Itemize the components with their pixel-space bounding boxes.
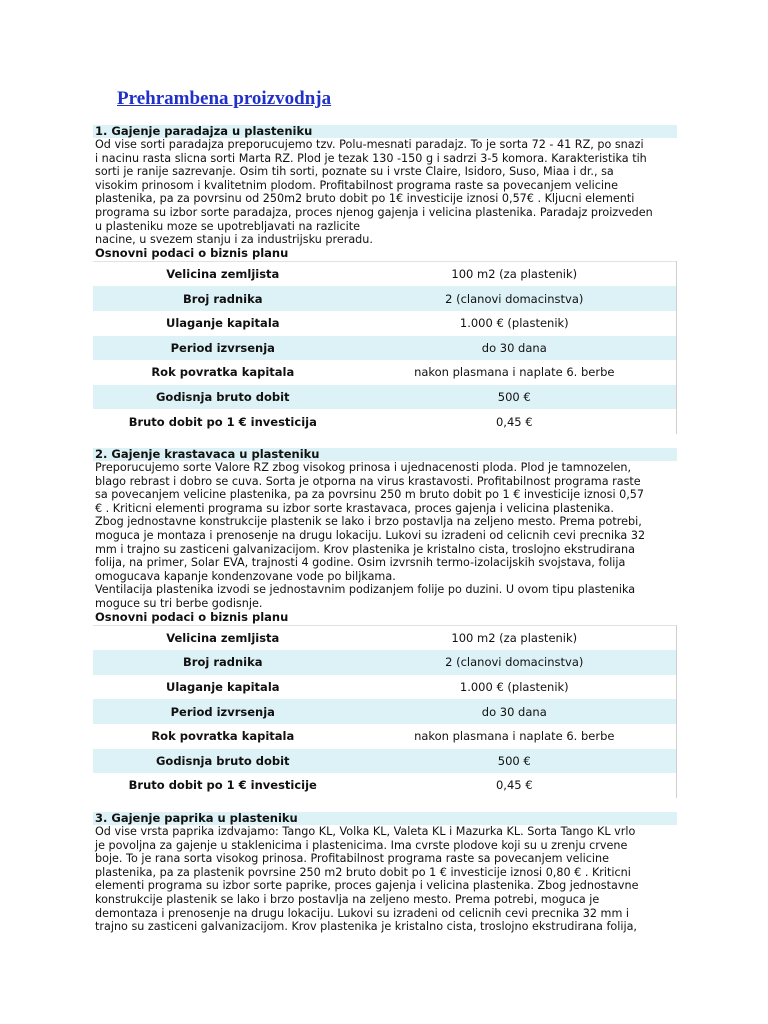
table-row <box>93 261 677 286</box>
plan-label: Velicina zemljista <box>166 267 280 282</box>
body-line: € . Kriticni elementi programa su izbor sorte krastavaca, proces gajenja i velicina plastenika. <box>95 501 614 515</box>
plan-label: Velicina zemljista <box>166 630 280 645</box>
plan-heading: Osnovni podaci o biznis planu <box>95 609 289 624</box>
plan-value: do 30 dana <box>353 699 677 724</box>
table-row <box>93 675 677 700</box>
body-line: boje. To je rana sorta visokog prinosa. Profitabilnost programa raste sa povecanjem velicine <box>95 852 610 866</box>
body-line: trajno su zasticeni galvanizacijom. Krov plastenika je kristalno cista, troslojno ekstrudirana folija, <box>95 920 637 934</box>
body-line: folija, na primer, Solar EVA, trajnosti 4 godine. Osim izvrsnih termo-izolacijskih svojstava, folija <box>95 556 626 570</box>
plan-value: 1.000 € (plastenik) <box>459 680 569 695</box>
plan-value: 0,45 € <box>495 778 533 793</box>
body-line: i nacinu rasta slicna sorti Marta RZ. Plod je tezak 130 -150 g i sadrzi 3-5 komora. Karakteristika tih <box>95 151 647 165</box>
plan-value: 0,45 € <box>495 414 533 429</box>
plan-value: 500 € <box>353 385 677 410</box>
plan-label: Ulaganje kapitala <box>166 680 280 695</box>
table-row <box>93 360 677 385</box>
table-row <box>93 409 677 434</box>
plan-label: Broj radnika <box>93 650 353 675</box>
body-line: nacine, u svezem stanju i za industrijsku preradu. <box>95 233 373 247</box>
plan-label: Rok povratka kapitala <box>151 365 295 380</box>
section-heading: 2. Gajenje krastavaca u plasteniku <box>93 448 677 461</box>
plan-value: 1.000 € (plastenik) <box>459 316 569 331</box>
table-row <box>93 773 677 798</box>
plan-label: Bruto dobit po 1 € investicije <box>128 778 317 793</box>
table-row <box>93 286 677 311</box>
body-line: blago rebrast i dobro se cuva. Sorta je otporna na virus krastavosti. Profitabilnost programa raste <box>95 474 641 488</box>
plan-value: 2 (clanovi domacinstva) <box>353 286 677 311</box>
body-line: plastenika, pa za plastenik povrsine 250 m2 bruto dobit po 1 € investicije iznosi 0,80 € . Kriticni <box>95 865 631 879</box>
plan-label: Rok povratka kapitala <box>151 729 295 744</box>
body-line: Od vise sorti paradajza preporucujemo tzv. Polu-mesnati paradajz. To je sorta 72 - 41 RZ, po snazi <box>95 138 644 151</box>
section-peppers <box>93 812 677 934</box>
table-row <box>93 749 677 774</box>
body-line: moguce su tri berbe godisnje. <box>95 596 263 610</box>
section-heading: 1. Gajenje paradajza u plasteniku <box>93 125 677 138</box>
plan-value: 500 € <box>353 749 677 774</box>
plan-label: Ulaganje kapitala <box>166 316 280 331</box>
body-line: Od vise vrsta paprika izdvajamo: Tango KL, Volka KL, Valeta KL i Mazurka KL. Sorta Tango KL vrlo <box>95 825 636 838</box>
plan-label: Godisnja bruto dobit <box>93 385 353 410</box>
section-body <box>93 138 677 247</box>
body-line: visokim prinosom i kvalitetnim plodom. Profitabilnost programa raste sa povecanjem velicine <box>95 178 618 192</box>
body-line: sorti je ranije sazrevanje. Osim tih sorti, poznate su i vrste Claire, Isidoro, Suso, Miaa i dr., sa <box>95 165 614 179</box>
body-line: elementi programa su izbor sorte paprike, proces gajenja i velicina plastenika. Zbog jednostavne <box>95 879 639 893</box>
plan-heading: Osnovni podaci o biznis planu <box>95 245 289 260</box>
plan-value: nakon plasmana i naplate 6. berbe <box>414 729 615 744</box>
plan-value: 100 m2 (za plastenik) <box>451 267 578 282</box>
table-row <box>93 650 677 675</box>
business-plan-table <box>93 261 677 434</box>
plan-label: Period izvrsenja <box>93 336 353 361</box>
body-line: Zbog jednostavne konstrukcije plastenik se lako i brzo postavlja na zeljeno mesto. Prema potrebi, <box>95 515 642 529</box>
body-line: mm i trajno su zasticeni galvanizacijom. Krov plastenika je kristalno cista, troslojno ekstrudirana <box>95 542 635 556</box>
plan-value: do 30 dana <box>353 336 677 361</box>
plan-value: 100 m2 (za plastenik) <box>451 630 578 645</box>
body-line: u plasteniku moze se upotrebljavati na razlicite <box>95 219 361 233</box>
body-line: je povoljna za gajenje u staklenicima i plastenicima. Ima cvrste plodove koji su u zrenju crvene <box>95 838 628 852</box>
table-row <box>93 385 677 410</box>
plan-label: Godisnja bruto dobit <box>93 749 353 774</box>
section-tomatoes <box>93 125 677 434</box>
body-line: programa su izbor sorte paradajza, proces njenog gajenja i velicina plastenika. Paradajz proizveden <box>95 205 653 219</box>
plan-label: Period izvrsenja <box>93 699 353 724</box>
table-row <box>93 699 677 724</box>
business-plan-table <box>93 625 677 798</box>
body-line: plastenika, pa za povrsinu od 250m2 bruto dobit po 1€ investicije iznosi 0,57€ . Kljucni elementi <box>95 192 635 206</box>
plan-value: 2 (clanovi domacinstva) <box>353 650 677 675</box>
table-row <box>93 336 677 361</box>
plan-label: Bruto dobit po 1 € investicija <box>128 414 317 429</box>
body-line: Ventilacija plastenika izvodi se jednostavnim podizanjem folije po duzini. U ovom tipu plastenika <box>95 583 636 597</box>
plan-value: nakon plasmana i naplate 6. berbe <box>414 365 615 380</box>
table-row <box>93 724 677 749</box>
body-line: sa povecanjem velicine plastenika, pa za povrsinu 250 m bruto dobit po 1 € investicije iznosi 0,57 <box>95 488 645 502</box>
body-line: Preporucujemo sorte Valore RZ zbog visokog prinosa i ujednacenosti ploda. Plod je tamnozelen, <box>95 461 632 474</box>
section-body <box>93 461 677 611</box>
section-heading: 3. Gajenje paprika u plasteniku <box>93 812 677 825</box>
table-row <box>93 625 677 650</box>
body-line: omogucava kapanje kondenzovane vode po biljkama. <box>95 569 396 583</box>
table-row <box>93 311 677 336</box>
section-cucumbers <box>93 448 677 798</box>
section-body <box>93 825 677 934</box>
body-line: konstrukcije plastenik se lako i brzo postavlja na zeljeno mesto. Prema potrebi, moguca je <box>95 892 600 906</box>
body-line: moguca je montaza i prenosenje na drugu lokaciju. Lukovi su izradeni od celicnih cevi precnika 32 <box>95 528 646 542</box>
body-line: demontaza i prenosenje na drugu lokaciju. Lukovi su izradeni od celicnih cevi precnika 32 mm i <box>95 906 630 920</box>
plan-label: Broj radnika <box>93 286 353 311</box>
page-title: Prehrambena proizvodnja <box>117 88 332 109</box>
